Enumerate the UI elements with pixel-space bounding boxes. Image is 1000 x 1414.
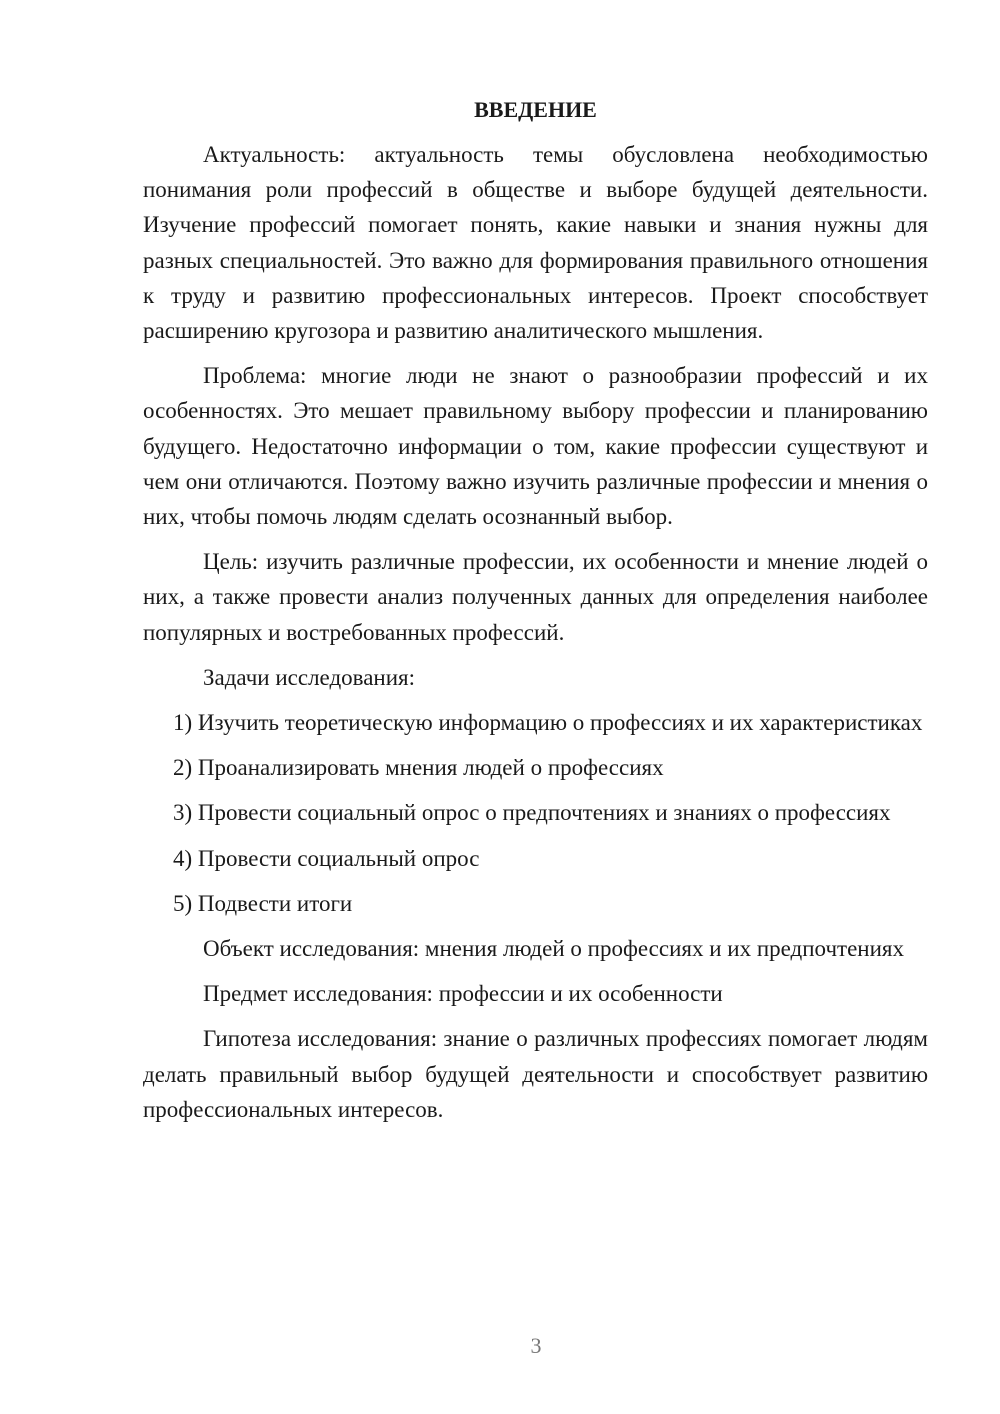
hypothesis-paragraph: Гипотеза исследования: знание о различных профессиях помогает людям делать правильный выбор будущей деятельности и способствует развитию профессиональных интересов. bbox=[143, 1026, 928, 1122]
task-item-5: 5) Подвести итоги bbox=[173, 890, 353, 916]
problem-paragraph: Проблема: многие люди не знают о разнообразии профессий и их особенностях. Это мешает правильному выбору профессии и планированию будущего. Недостаточно информации о том, какие профессии существуют и чем они отличаются. Поэтому важно изучить различные профессии и мнения о них, чтобы помочь людям сделать осознанный выбор. bbox=[143, 363, 928, 530]
page-content bbox=[143, 94, 928, 1127]
tasks-heading: Задачи исследования: bbox=[203, 664, 416, 690]
goal-paragraph: Цель: изучить различные профессии, их особенности и мнение людей о них, а также провести анализ полученных данных для определения наиболее популярных и востребованных профессий. bbox=[143, 549, 928, 645]
page-number: 3 bbox=[530, 1333, 542, 1358]
relevance-paragraph: Актуальность: актуальность темы обусловлена необходимостью понимания роли профессий в обществе и выборе будущей деятельности. Изучение профессий помогает понять, какие навыки и знания нужны для разных специальностей. Это важно для формирования правильного отношения к труду и развитию профессиональных интересов. Проект способствует расширению кругозора и развитию аналитического мышления. bbox=[143, 142, 928, 344]
task-item-1: 1) Изучить теоретическую информацию о профессиях и их характеристиках bbox=[173, 710, 923, 736]
task-item-3: 3) Провести социальный опрос о предпочтениях и знаниях о профессиях bbox=[173, 800, 891, 826]
task-item-4: 4) Провести социальный опрос bbox=[173, 845, 480, 871]
task-item-2: 2) Проанализировать мнения людей о профессиях bbox=[173, 755, 664, 781]
research-object-paragraph: Объект исследования: мнения людей о профессиях и их предпочтениях bbox=[203, 936, 904, 962]
page-title: ВВЕДЕНИЕ bbox=[474, 97, 597, 122]
research-subject-paragraph: Предмет исследования: профессии и их особенности bbox=[203, 981, 723, 1007]
